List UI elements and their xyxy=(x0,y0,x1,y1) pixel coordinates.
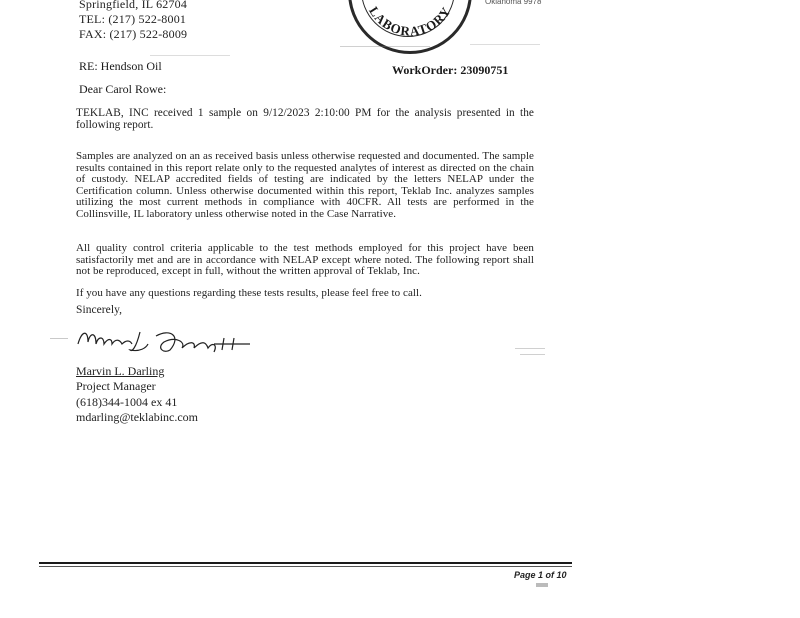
telephone-line: TEL: (217) 522-8001 xyxy=(79,12,187,26)
signer-phone: (618)344-1004 ex 41 xyxy=(76,395,178,409)
svg-text:LABORATORY: LABORATORY xyxy=(366,3,454,39)
scan-noise xyxy=(340,46,430,47)
footer-rule-secondary xyxy=(39,566,572,567)
signer-name: Marvin L. Darling xyxy=(76,364,165,378)
signer-email[interactable]: mdarling@teklabinc.com xyxy=(76,410,199,424)
re-line: RE: Hendson Oil xyxy=(79,59,162,73)
paragraph-method: Samples are analyzed on an as received basis unless otherwise requested and documented. The sample results contained in this report relate only to the requested analytes of interest as directed on the chain of custody. NELAP accredited fields of testing are indicated by the letters NELAP under the Certification column. Unless otherwise documented within this report, Teklab Inc. analyzes samples utilizing the most current methods in compliance with 40CFR. All tests are performed in the Collinsville, IL laboratory unless otherwise noted in the Case Narrative. xyxy=(76,150,534,220)
footer-rule xyxy=(39,562,572,564)
scan-noise xyxy=(520,354,545,355)
seal-lettering-icon xyxy=(351,0,469,51)
scan-noise xyxy=(515,348,545,349)
fax-line: FAX: (217) 522-8009 xyxy=(79,27,188,41)
salutation: Dear Carol Rowe: xyxy=(79,82,167,96)
paragraph-intro: TEKLAB, INC received 1 sample on 9/12/2023 2:10:00 PM for the analysis presented in the following report. xyxy=(76,107,534,131)
paragraph-questions: If you have any questions regarding these tests results, please feel free to call. xyxy=(76,287,422,299)
scan-noise xyxy=(50,338,68,339)
paragraph-quality: All quality control criteria applicable to the test methods employed for this project have been satisfactorily met and are in accordance with NELAP except where noted. The following report shall not be reproduced, except in full, without the written approval of Teklab, Inc. xyxy=(76,242,534,277)
corner-text: Oklahoma 9978 xyxy=(485,0,542,6)
signer-title: Project Manager xyxy=(76,379,156,393)
scan-noise xyxy=(150,55,230,56)
address-city: Springfield, IL 62704 xyxy=(79,0,188,11)
handwritten-signature xyxy=(74,322,254,362)
work-order: WorkOrder: 23090751 xyxy=(392,63,509,77)
scan-noise xyxy=(470,44,540,45)
scan-noise xyxy=(536,583,548,587)
closing: Sincerely, xyxy=(76,304,123,316)
page-number: Page 1 of 10 xyxy=(514,570,567,580)
